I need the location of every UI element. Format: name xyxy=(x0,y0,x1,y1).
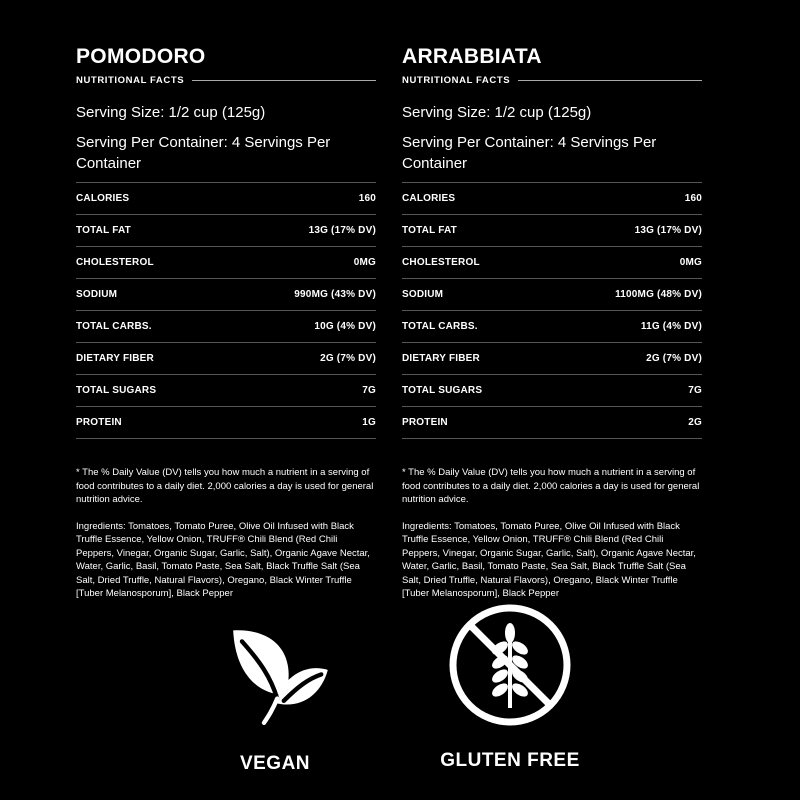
nutrient-value: 160 xyxy=(684,193,702,204)
vegan-badge xyxy=(205,615,345,775)
nutrient-value: 160 xyxy=(358,193,376,204)
nutrient-label: DIETARY FIBER xyxy=(402,353,480,364)
nutrition-row xyxy=(402,215,702,247)
facts-header-label: NUTRITIONAL FACTS xyxy=(402,75,511,86)
nutrition-row xyxy=(76,407,376,439)
nutrient-value: 10G (4% DV) xyxy=(314,321,376,332)
nutrient-value: 7G xyxy=(688,385,702,396)
ingredients-text: Ingredients: Tomatoes, Tomato Puree, Olive Oil Infused with Black Truffle Essence, Yellow Onion, TRUFF® Chili Blend (Red Chili Peppers, Vinegar, Organic Sugar, Garlic, Salt), Organic Agave Nectar, Water, Garlic, Basil, Tomato Paste, Sea Salt, Black Truffle Salt (Sea Salt, Dried Truffle, Natural Flavors), Oregano, Black Winter Truffle [Tuber Melanosporum], Black Pepper xyxy=(402,520,696,599)
nutrient-label: PROTEIN xyxy=(402,417,448,428)
nutrient-label: CHOLESTEROL xyxy=(402,257,480,268)
nutrient-value: 2G xyxy=(688,417,702,428)
daily-value-note: * The % Daily Value (DV) tells you how much a nutrient in a serving of food contributes to a daily diet. 2,000 calories a day is used for general nutrition advice. xyxy=(402,467,700,505)
ingredients-text: Ingredients: Tomatoes, Tomato Puree, Olive Oil Infused with Black Truffle Essence, Yellow Onion, TRUFF® Chili Blend (Red Chili Peppers, Vinegar, Organic Sugar, Garlic, Salt), Organic Agave Nectar, Water, Garlic, Basil, Tomato Paste, Sea Salt, Black Truffle Salt (Sea Salt, Dried Truffle, Natural Flavors), Oregano, Black Winter Truffle [Tuber Melanosporum], Black Pepper xyxy=(76,520,370,599)
nutrient-value: 0MG xyxy=(679,257,702,268)
facts-header xyxy=(76,75,376,86)
nutrient-label: TOTAL SUGARS xyxy=(76,385,157,396)
nutrient-label: SODIUM xyxy=(76,289,118,300)
nutrient-value: 1100MG (48% DV) xyxy=(615,289,702,300)
nutrient-label: DIETARY FIBER xyxy=(76,353,154,364)
nutrient-label: PROTEIN xyxy=(76,417,122,428)
nutrient-label: SODIUM xyxy=(402,289,444,300)
nutrition-row xyxy=(76,375,376,407)
nutrition-row xyxy=(76,215,376,247)
nutrient-value: 0MG xyxy=(353,257,376,268)
nutrient-value: 11G (4% DV) xyxy=(640,321,702,332)
serving-size: Serving Size: 1/2 cup (125g) xyxy=(402,104,592,121)
nutrient-value: 7G xyxy=(362,385,376,396)
nutrient-value: 990MG (43% DV) xyxy=(294,289,376,300)
nutrition-row xyxy=(402,407,702,439)
nutrition-row xyxy=(76,311,376,343)
nutrient-label: CALORIES xyxy=(76,193,130,204)
nutrition-table xyxy=(402,182,702,439)
nutrition-row xyxy=(402,247,702,279)
pomodoro-panel xyxy=(76,44,376,601)
nutrition-row xyxy=(76,279,376,311)
nutrient-value: 2G (7% DV) xyxy=(320,353,376,364)
servings-per-container: Serving Per Container: 4 Servings Per Container xyxy=(76,134,331,172)
nutrient-label: CALORIES xyxy=(402,193,456,204)
nutrient-value: 13G (17% DV) xyxy=(634,225,702,236)
leaf-icon xyxy=(220,615,330,725)
nutrition-row xyxy=(402,311,702,343)
header-rule xyxy=(518,80,702,81)
nutrient-label: TOTAL SUGARS xyxy=(402,385,483,396)
nutrition-row xyxy=(402,279,702,311)
nutrient-label: TOTAL CARBS. xyxy=(402,321,478,332)
nutrient-value: 13G (17% DV) xyxy=(308,225,376,236)
gluten-free-label: GLUTEN FREE xyxy=(440,750,580,771)
nutrition-row xyxy=(76,343,376,375)
nutrient-label: CHOLESTEROL xyxy=(76,257,154,268)
nutrient-value: 2G (7% DV) xyxy=(646,353,702,364)
nutrient-value: 1G xyxy=(362,417,376,428)
nutrition-row xyxy=(76,183,376,215)
gluten-free-badge xyxy=(430,600,590,772)
product-title: ARRABBIATA xyxy=(402,45,542,68)
nutrient-label: TOTAL CARBS. xyxy=(76,321,152,332)
arrabbiata-panel xyxy=(402,44,702,601)
vegan-label: VEGAN xyxy=(239,753,311,774)
nutrition-row xyxy=(402,375,702,407)
daily-value-note: * The % Daily Value (DV) tells you how much a nutrient in a serving of food contributes to a daily diet. 2,000 calories a day is used for general nutrition advice. xyxy=(76,467,374,505)
no-wheat-icon xyxy=(445,600,575,730)
serving-size: Serving Size: 1/2 cup (125g) xyxy=(76,104,266,121)
nutrient-label: TOTAL FAT xyxy=(76,225,131,236)
servings-per-container: Serving Per Container: 4 Servings Per Container xyxy=(402,134,657,172)
facts-header xyxy=(402,75,702,86)
nutrition-row xyxy=(402,183,702,215)
nutrition-table xyxy=(76,182,376,439)
nutrient-label: TOTAL FAT xyxy=(402,225,457,236)
product-title: POMODORO xyxy=(76,45,206,68)
nutrition-row xyxy=(76,247,376,279)
facts-header-label: NUTRITIONAL FACTS xyxy=(76,75,185,86)
header-rule xyxy=(192,80,376,81)
nutrition-row xyxy=(402,343,702,375)
